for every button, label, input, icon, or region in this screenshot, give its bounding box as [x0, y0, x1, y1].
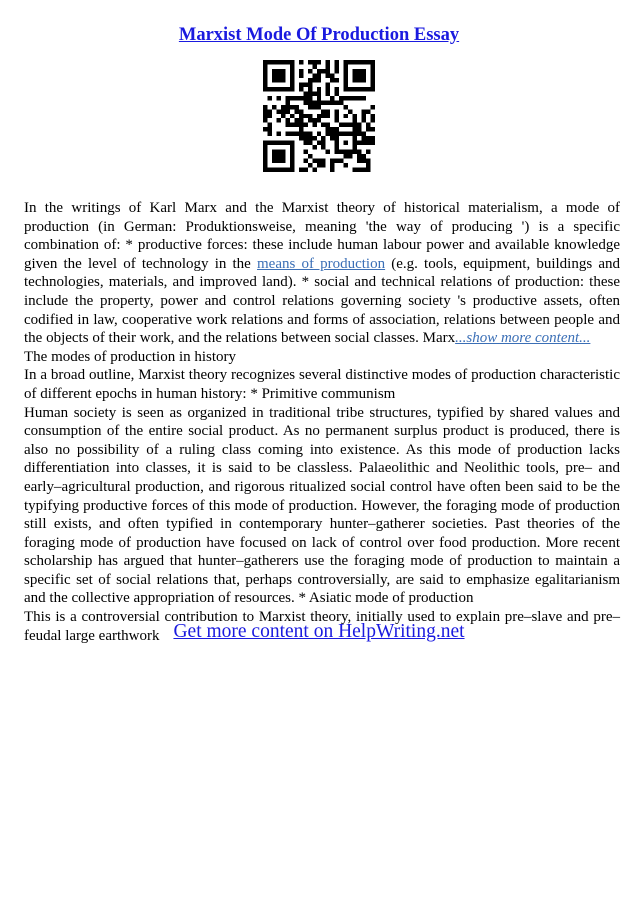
paragraph-controversial: This is a controversial contribution to Marxist theory, initially used to explain pre–slave and pre–feudal large earthwork [24, 609, 620, 644]
essay-body [24, 199, 620, 645]
page-title [0, 23, 638, 47]
intro-text-end: (e.g. tools, equipment, buildings and technologies, materials, and improved land). * social and technical relations of production: these include the property, power and control relations governing society 's productive assets, often codified in law, cooperative work relations and forms of association, relations between people and the objects of their work, and the relations between social classes. Marx [24, 255, 620, 347]
means-of-production-link[interactable]: means of production [257, 255, 386, 272]
title-link[interactable]: Marxist Mode Of Production Essay [178, 25, 460, 45]
paragraph-human-society: Human society is seen as organized in traditional tribe structures, typified by shared values and consumption of the entire social product. As no permanent surplus product is produced, there is also no possibility of a ruling class coming into existence. As this mode of production lacks differentiation into classes, it is said to be classless. Palaeolithic and Neolithic tools, pre– and early–agricultural production, and rigorous ritualized social control have often been said to be the typifying productive forces of this mode of production. However, the foraging mode of production still exists, and often typified in contemporary hunter–gatherer societies. Past theories of the foraging mode of production have focused on lack of control over food production. More recent scholarship has argued that hunter–gatherers use the foraging mode of production to maintain a specific set of social relations that, perhaps controversially, are said to emphasize egalitarianism and the collective appropriation of resources. * Asiatic mode of production [24, 404, 620, 607]
get-more-content-link[interactable]: Get more content on HelpWriting.net [173, 621, 465, 642]
intro-text-start: In the writings of Karl Marx and the Marxist theory of historical materialism, a mode of production (in German: Produktionsweise, meaning 'the way of producing ') is a specific combination of: * productive forces: these include human labour power and available knowledge given the level of technology in the [24, 200, 620, 272]
qr-code-icon [263, 60, 375, 172]
paragraph-broad-outline: In a broad outline, Marxist theory recognizes several distinctive modes of production characteristic of different epochs in human history: * Primitive communism [24, 367, 620, 402]
show-more-link[interactable]: ...show more content... [455, 330, 591, 347]
footer [0, 619, 638, 645]
paragraph-intro [24, 199, 620, 348]
paragraph-modes-heading: The modes of production in history [24, 348, 237, 365]
